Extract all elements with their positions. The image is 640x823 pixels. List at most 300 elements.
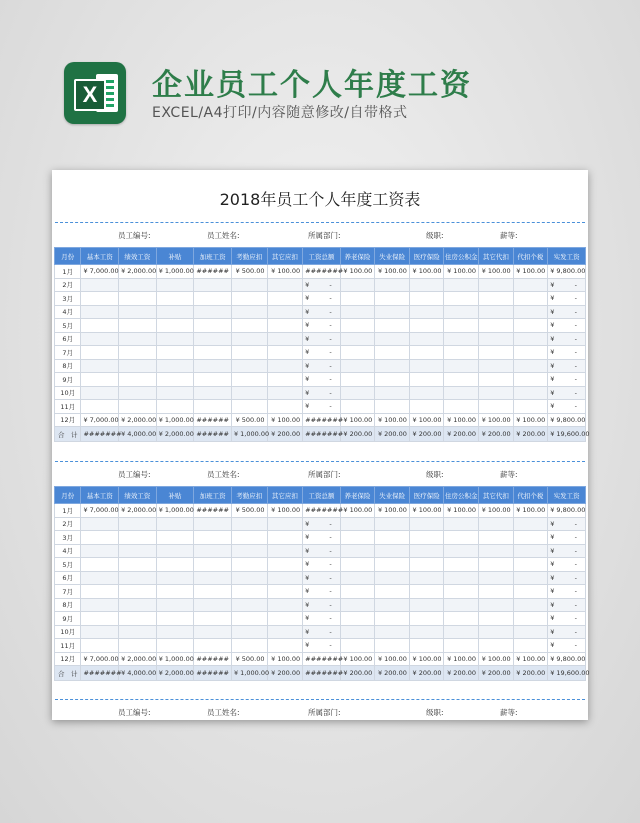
month-cell[interactable]: 1月 xyxy=(55,504,81,518)
total-cell[interactable]: ¥ 200.00 xyxy=(409,666,444,681)
empty-cell[interactable] xyxy=(119,305,157,319)
value-cell[interactable]: ¥ 100.00 xyxy=(513,652,548,666)
month-cell[interactable]: 10月 xyxy=(55,386,81,400)
value-cell[interactable]: ####### xyxy=(303,652,341,666)
empty-cell[interactable] xyxy=(267,517,303,531)
value-cell[interactable] xyxy=(548,346,586,360)
month-cell[interactable]: 1月 xyxy=(55,265,81,279)
empty-cell[interactable] xyxy=(340,400,375,414)
empty-cell[interactable] xyxy=(513,373,548,387)
value-cell[interactable]: ###### xyxy=(194,652,232,666)
empty-cell[interactable] xyxy=(513,571,548,585)
value-cell[interactable]: ¥ 100.00 xyxy=(444,413,479,427)
value-cell[interactable] xyxy=(303,305,341,319)
empty-cell[interactable] xyxy=(267,373,303,387)
month-cell[interactable]: 12月 xyxy=(55,413,81,427)
empty-cell[interactable] xyxy=(340,625,375,639)
empty-cell[interactable] xyxy=(409,373,444,387)
empty-cell[interactable] xyxy=(444,625,479,639)
empty-cell[interactable] xyxy=(231,359,267,373)
empty-cell[interactable] xyxy=(194,612,232,626)
value-cell[interactable] xyxy=(303,612,341,626)
value-cell[interactable]: ¥ 100.00 xyxy=(340,265,375,279)
empty-cell[interactable] xyxy=(267,278,303,292)
empty-cell[interactable] xyxy=(444,531,479,545)
empty-cell[interactable] xyxy=(267,346,303,360)
value-cell[interactable]: ¥ 100.00 xyxy=(267,652,303,666)
total-cell[interactable]: ####### xyxy=(81,666,119,681)
empty-cell[interactable] xyxy=(409,585,444,599)
empty-cell[interactable] xyxy=(231,373,267,387)
empty-cell[interactable] xyxy=(444,278,479,292)
empty-cell[interactable] xyxy=(409,346,444,360)
empty-cell[interactable] xyxy=(231,332,267,346)
value-cell[interactable]: ¥ 100.00 xyxy=(409,504,444,518)
value-cell[interactable] xyxy=(303,639,341,653)
empty-cell[interactable] xyxy=(340,571,375,585)
empty-cell[interactable] xyxy=(340,359,375,373)
total-cell[interactable]: ¥ 200.00 xyxy=(340,666,375,681)
empty-cell[interactable] xyxy=(156,346,194,360)
empty-cell[interactable] xyxy=(479,598,514,612)
value-cell[interactable]: ###### xyxy=(194,413,232,427)
empty-cell[interactable] xyxy=(231,531,267,545)
month-cell[interactable]: 4月 xyxy=(55,305,81,319)
empty-cell[interactable] xyxy=(375,278,410,292)
empty-cell[interactable] xyxy=(119,625,157,639)
empty-cell[interactable] xyxy=(194,386,232,400)
empty-cell[interactable] xyxy=(340,278,375,292)
empty-cell[interactable] xyxy=(231,346,267,360)
empty-cell[interactable] xyxy=(444,400,479,414)
empty-cell[interactable] xyxy=(119,571,157,585)
empty-cell[interactable] xyxy=(267,639,303,653)
empty-cell[interactable] xyxy=(479,558,514,572)
empty-cell[interactable] xyxy=(231,319,267,333)
value-cell[interactable] xyxy=(548,386,586,400)
empty-cell[interactable] xyxy=(479,386,514,400)
value-cell[interactable]: ¥ 100.00 xyxy=(267,504,303,518)
total-cell[interactable]: ####### xyxy=(303,666,341,681)
value-cell[interactable]: ####### xyxy=(303,413,341,427)
empty-cell[interactable] xyxy=(479,305,514,319)
empty-cell[interactable] xyxy=(444,639,479,653)
empty-cell[interactable] xyxy=(375,639,410,653)
empty-cell[interactable] xyxy=(156,292,194,306)
empty-cell[interactable] xyxy=(409,639,444,653)
total-cell[interactable]: ###### xyxy=(194,427,232,442)
value-cell[interactable]: ¥ 100.00 xyxy=(375,265,410,279)
value-cell[interactable]: ¥ 100.00 xyxy=(375,504,410,518)
empty-cell[interactable] xyxy=(231,278,267,292)
empty-cell[interactable] xyxy=(479,278,514,292)
empty-cell[interactable] xyxy=(231,558,267,572)
empty-cell[interactable] xyxy=(444,585,479,599)
empty-cell[interactable] xyxy=(231,305,267,319)
empty-cell[interactable] xyxy=(409,400,444,414)
value-cell[interactable] xyxy=(303,571,341,585)
empty-cell[interactable] xyxy=(156,386,194,400)
month-cell[interactable]: 8月 xyxy=(55,598,81,612)
empty-cell[interactable] xyxy=(513,359,548,373)
empty-cell[interactable] xyxy=(156,598,194,612)
value-cell[interactable] xyxy=(548,359,586,373)
value-cell[interactable]: ¥ 7,000.00 xyxy=(81,413,119,427)
empty-cell[interactable] xyxy=(194,359,232,373)
empty-cell[interactable] xyxy=(340,319,375,333)
empty-cell[interactable] xyxy=(194,332,232,346)
empty-cell[interactable] xyxy=(340,292,375,306)
empty-cell[interactable] xyxy=(375,359,410,373)
month-cell[interactable]: 2月 xyxy=(55,517,81,531)
value-cell[interactable]: ¥ 500.00 xyxy=(231,265,267,279)
empty-cell[interactable] xyxy=(267,558,303,572)
total-cell[interactable]: ¥ 2,000.00 xyxy=(156,666,194,681)
empty-cell[interactable] xyxy=(231,639,267,653)
empty-cell[interactable] xyxy=(513,585,548,599)
empty-cell[interactable] xyxy=(119,386,157,400)
empty-cell[interactable] xyxy=(409,292,444,306)
empty-cell[interactable] xyxy=(409,319,444,333)
month-cell[interactable]: 8月 xyxy=(55,359,81,373)
empty-cell[interactable] xyxy=(375,346,410,360)
empty-cell[interactable] xyxy=(156,305,194,319)
total-cell[interactable]: ¥ 200.00 xyxy=(340,427,375,442)
empty-cell[interactable] xyxy=(444,386,479,400)
value-cell[interactable]: ¥ 100.00 xyxy=(513,504,548,518)
value-cell[interactable] xyxy=(303,531,341,545)
empty-cell[interactable] xyxy=(231,571,267,585)
empty-cell[interactable] xyxy=(267,571,303,585)
empty-cell[interactable] xyxy=(513,319,548,333)
empty-cell[interactable] xyxy=(375,571,410,585)
empty-cell[interactable] xyxy=(444,305,479,319)
value-cell[interactable]: ¥ 9,800.00 xyxy=(548,265,586,279)
empty-cell[interactable] xyxy=(340,639,375,653)
value-cell[interactable]: ¥ 100.00 xyxy=(444,265,479,279)
empty-cell[interactable] xyxy=(340,346,375,360)
value-cell[interactable]: ¥ 100.00 xyxy=(409,413,444,427)
empty-cell[interactable] xyxy=(513,332,548,346)
empty-cell[interactable] xyxy=(375,386,410,400)
value-cell[interactable] xyxy=(548,598,586,612)
month-cell[interactable]: 9月 xyxy=(55,612,81,626)
empty-cell[interactable] xyxy=(479,612,514,626)
month-cell[interactable]: 5月 xyxy=(55,558,81,572)
empty-cell[interactable] xyxy=(156,558,194,572)
total-cell[interactable]: ¥ 200.00 xyxy=(375,427,410,442)
empty-cell[interactable] xyxy=(340,305,375,319)
empty-cell[interactable] xyxy=(194,639,232,653)
value-cell[interactable]: ###### xyxy=(194,265,232,279)
empty-cell[interactable] xyxy=(156,400,194,414)
empty-cell[interactable] xyxy=(156,639,194,653)
empty-cell[interactable] xyxy=(194,531,232,545)
empty-cell[interactable] xyxy=(119,292,157,306)
empty-cell[interactable] xyxy=(81,558,119,572)
total-cell[interactable]: ¥ 200.00 xyxy=(513,666,548,681)
empty-cell[interactable] xyxy=(444,571,479,585)
value-cell[interactable] xyxy=(303,373,341,387)
value-cell[interactable] xyxy=(303,400,341,414)
empty-cell[interactable] xyxy=(156,612,194,626)
value-cell[interactable]: ¥ 100.00 xyxy=(340,504,375,518)
month-cell[interactable]: 3月 xyxy=(55,531,81,545)
empty-cell[interactable] xyxy=(444,517,479,531)
empty-cell[interactable] xyxy=(194,571,232,585)
empty-cell[interactable] xyxy=(119,639,157,653)
value-cell[interactable] xyxy=(303,319,341,333)
empty-cell[interactable] xyxy=(81,625,119,639)
value-cell[interactable]: ¥ 500.00 xyxy=(231,413,267,427)
empty-cell[interactable] xyxy=(409,625,444,639)
value-cell[interactable] xyxy=(548,625,586,639)
month-cell[interactable]: 4月 xyxy=(55,544,81,558)
empty-cell[interactable] xyxy=(340,585,375,599)
empty-cell[interactable] xyxy=(444,373,479,387)
empty-cell[interactable] xyxy=(267,598,303,612)
empty-cell[interactable] xyxy=(375,292,410,306)
month-cell[interactable]: 6月 xyxy=(55,332,81,346)
empty-cell[interactable] xyxy=(267,531,303,545)
value-cell[interactable] xyxy=(548,332,586,346)
value-cell[interactable]: ###### xyxy=(194,504,232,518)
value-cell[interactable]: ¥ 100.00 xyxy=(513,265,548,279)
empty-cell[interactable] xyxy=(194,598,232,612)
empty-cell[interactable] xyxy=(375,373,410,387)
total-cell[interactable]: ¥ 200.00 xyxy=(479,427,514,442)
empty-cell[interactable] xyxy=(340,612,375,626)
value-cell[interactable] xyxy=(303,598,341,612)
empty-cell[interactable] xyxy=(267,386,303,400)
total-cell[interactable]: ####### xyxy=(81,427,119,442)
empty-cell[interactable] xyxy=(81,598,119,612)
empty-cell[interactable] xyxy=(81,517,119,531)
empty-cell[interactable] xyxy=(479,639,514,653)
value-cell[interactable] xyxy=(548,544,586,558)
value-cell[interactable] xyxy=(303,359,341,373)
total-cell[interactable]: ¥ 200.00 xyxy=(444,666,479,681)
empty-cell[interactable] xyxy=(375,598,410,612)
empty-cell[interactable] xyxy=(409,386,444,400)
empty-cell[interactable] xyxy=(156,359,194,373)
empty-cell[interactable] xyxy=(479,359,514,373)
empty-cell[interactable] xyxy=(479,346,514,360)
value-cell[interactable] xyxy=(548,278,586,292)
value-cell[interactable] xyxy=(303,386,341,400)
empty-cell[interactable] xyxy=(513,386,548,400)
empty-cell[interactable] xyxy=(409,571,444,585)
empty-cell[interactable] xyxy=(81,278,119,292)
empty-cell[interactable] xyxy=(119,278,157,292)
empty-cell[interactable] xyxy=(444,558,479,572)
empty-cell[interactable] xyxy=(375,558,410,572)
empty-cell[interactable] xyxy=(119,598,157,612)
empty-cell[interactable] xyxy=(479,319,514,333)
value-cell[interactable]: ####### xyxy=(303,265,341,279)
value-cell[interactable]: ¥ 100.00 xyxy=(444,504,479,518)
empty-cell[interactable] xyxy=(194,625,232,639)
empty-cell[interactable] xyxy=(409,531,444,545)
empty-cell[interactable] xyxy=(375,544,410,558)
value-cell[interactable] xyxy=(548,612,586,626)
value-cell[interactable] xyxy=(303,544,341,558)
month-cell[interactable]: 6月 xyxy=(55,571,81,585)
empty-cell[interactable] xyxy=(340,373,375,387)
empty-cell[interactable] xyxy=(375,585,410,599)
empty-cell[interactable] xyxy=(119,531,157,545)
empty-cell[interactable] xyxy=(156,319,194,333)
total-cell[interactable]: ¥ 200.00 xyxy=(479,666,514,681)
empty-cell[interactable] xyxy=(375,625,410,639)
empty-cell[interactable] xyxy=(81,292,119,306)
empty-cell[interactable] xyxy=(194,558,232,572)
empty-cell[interactable] xyxy=(81,400,119,414)
empty-cell[interactable] xyxy=(194,400,232,414)
value-cell[interactable]: ¥ 100.00 xyxy=(479,265,514,279)
empty-cell[interactable] xyxy=(409,612,444,626)
total-cell[interactable]: ¥ 200.00 xyxy=(513,427,548,442)
empty-cell[interactable] xyxy=(267,625,303,639)
empty-cell[interactable] xyxy=(156,571,194,585)
value-cell[interactable]: ¥ 100.00 xyxy=(409,652,444,666)
empty-cell[interactable] xyxy=(375,305,410,319)
empty-cell[interactable] xyxy=(513,558,548,572)
empty-cell[interactable] xyxy=(81,319,119,333)
empty-cell[interactable] xyxy=(340,598,375,612)
empty-cell[interactable] xyxy=(409,544,444,558)
value-cell[interactable]: ¥ 100.00 xyxy=(375,413,410,427)
empty-cell[interactable] xyxy=(479,585,514,599)
empty-cell[interactable] xyxy=(231,544,267,558)
value-cell[interactable] xyxy=(548,292,586,306)
empty-cell[interactable] xyxy=(479,571,514,585)
value-cell[interactable]: ¥ 7,000.00 xyxy=(81,265,119,279)
total-cell[interactable]: ¥ 1,000.00 xyxy=(231,666,267,681)
month-cell[interactable]: 7月 xyxy=(55,585,81,599)
value-cell[interactable] xyxy=(548,585,586,599)
empty-cell[interactable] xyxy=(231,625,267,639)
value-cell[interactable]: ¥ 100.00 xyxy=(267,413,303,427)
total-cell[interactable]: ¥ 19,600.00 xyxy=(548,427,586,442)
empty-cell[interactable] xyxy=(479,544,514,558)
empty-cell[interactable] xyxy=(81,544,119,558)
empty-cell[interactable] xyxy=(409,359,444,373)
empty-cell[interactable] xyxy=(267,292,303,306)
empty-cell[interactable] xyxy=(479,400,514,414)
empty-cell[interactable] xyxy=(119,359,157,373)
value-cell[interactable] xyxy=(303,585,341,599)
empty-cell[interactable] xyxy=(513,400,548,414)
value-cell[interactable]: ¥ 100.00 xyxy=(375,652,410,666)
empty-cell[interactable] xyxy=(479,292,514,306)
empty-cell[interactable] xyxy=(81,332,119,346)
value-cell[interactable] xyxy=(303,346,341,360)
empty-cell[interactable] xyxy=(119,585,157,599)
empty-cell[interactable] xyxy=(194,517,232,531)
value-cell[interactable]: ¥ 1,000.00 xyxy=(156,413,194,427)
empty-cell[interactable] xyxy=(119,332,157,346)
empty-cell[interactable] xyxy=(444,544,479,558)
empty-cell[interactable] xyxy=(194,373,232,387)
empty-cell[interactable] xyxy=(194,278,232,292)
empty-cell[interactable] xyxy=(513,305,548,319)
empty-cell[interactable] xyxy=(81,571,119,585)
total-cell[interactable]: ¥ 200.00 xyxy=(409,427,444,442)
empty-cell[interactable] xyxy=(119,400,157,414)
empty-cell[interactable] xyxy=(231,400,267,414)
empty-cell[interactable] xyxy=(479,531,514,545)
month-cell[interactable]: 2月 xyxy=(55,278,81,292)
empty-cell[interactable] xyxy=(479,373,514,387)
empty-cell[interactable] xyxy=(156,585,194,599)
value-cell[interactable]: ¥ 9,800.00 xyxy=(548,652,586,666)
total-cell[interactable]: ¥ 200.00 xyxy=(375,666,410,681)
empty-cell[interactable] xyxy=(340,517,375,531)
value-cell[interactable]: ¥ 1,000.00 xyxy=(156,265,194,279)
value-cell[interactable] xyxy=(303,332,341,346)
value-cell[interactable]: ¥ 1,000.00 xyxy=(156,652,194,666)
month-cell[interactable]: 9月 xyxy=(55,373,81,387)
empty-cell[interactable] xyxy=(81,373,119,387)
empty-cell[interactable] xyxy=(231,292,267,306)
empty-cell[interactable] xyxy=(513,278,548,292)
total-cell[interactable]: ¥ 200.00 xyxy=(444,427,479,442)
total-cell[interactable]: ¥ 4,000.00 xyxy=(119,427,157,442)
empty-cell[interactable] xyxy=(194,305,232,319)
empty-cell[interactable] xyxy=(156,625,194,639)
month-cell[interactable]: 11月 xyxy=(55,400,81,414)
empty-cell[interactable] xyxy=(513,531,548,545)
empty-cell[interactable] xyxy=(119,346,157,360)
value-cell[interactable]: ¥ 7,000.00 xyxy=(81,652,119,666)
value-cell[interactable]: ####### xyxy=(303,504,341,518)
total-cell[interactable]: ¥ 2,000.00 xyxy=(156,427,194,442)
empty-cell[interactable] xyxy=(409,305,444,319)
empty-cell[interactable] xyxy=(231,386,267,400)
empty-cell[interactable] xyxy=(81,346,119,360)
empty-cell[interactable] xyxy=(444,612,479,626)
value-cell[interactable] xyxy=(548,639,586,653)
empty-cell[interactable] xyxy=(513,612,548,626)
empty-cell[interactable] xyxy=(194,292,232,306)
value-cell[interactable]: ¥ 100.00 xyxy=(479,652,514,666)
empty-cell[interactable] xyxy=(409,332,444,346)
month-cell[interactable]: 12月 xyxy=(55,652,81,666)
value-cell[interactable]: ¥ 100.00 xyxy=(513,413,548,427)
value-cell[interactable]: ¥ 100.00 xyxy=(340,652,375,666)
month-cell[interactable]: 7月 xyxy=(55,346,81,360)
empty-cell[interactable] xyxy=(267,332,303,346)
empty-cell[interactable] xyxy=(267,585,303,599)
empty-cell[interactable] xyxy=(444,292,479,306)
value-cell[interactable] xyxy=(303,558,341,572)
value-cell[interactable] xyxy=(548,319,586,333)
total-cell[interactable]: ¥ 4,000.00 xyxy=(119,666,157,681)
empty-cell[interactable] xyxy=(267,544,303,558)
total-cell[interactable]: ¥ 19,600.00 xyxy=(548,666,586,681)
value-cell[interactable]: ¥ 500.00 xyxy=(231,652,267,666)
value-cell[interactable]: ¥ 7,000.00 xyxy=(81,504,119,518)
value-cell[interactable]: ¥ 1,000.00 xyxy=(156,504,194,518)
month-cell[interactable]: 11月 xyxy=(55,639,81,653)
total-cell[interactable]: ###### xyxy=(194,666,232,681)
empty-cell[interactable] xyxy=(513,639,548,653)
value-cell[interactable]: ¥ 100.00 xyxy=(479,413,514,427)
empty-cell[interactable] xyxy=(119,517,157,531)
empty-cell[interactable] xyxy=(267,400,303,414)
value-cell[interactable]: ¥ 100.00 xyxy=(340,413,375,427)
